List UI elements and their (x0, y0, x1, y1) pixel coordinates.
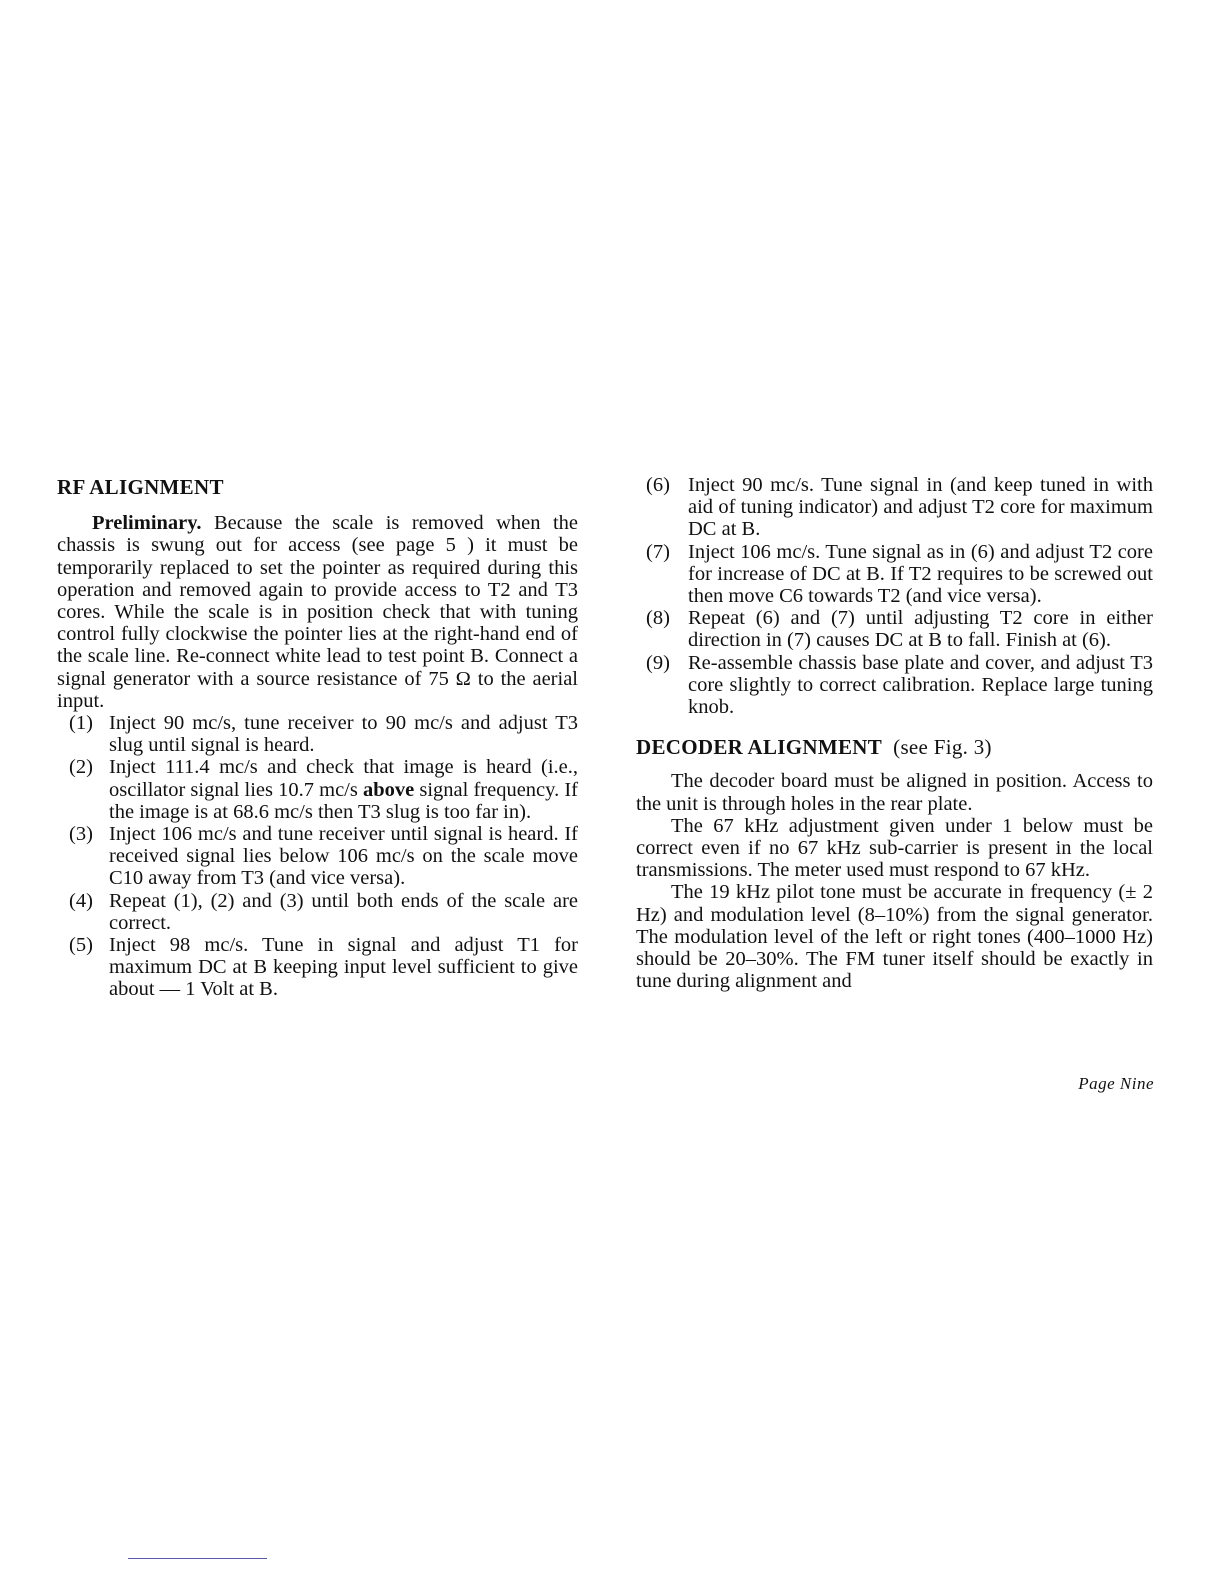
preliminary-body: Because the scale is removed when the chassis is swung out for access (see page 5 ) it must be temporarily replaced to set the pointer as required during this operation and removed again to provide access to T2 and T3 cores. While the scale is in position check that with tuning control fully clockwise the pointer lies at the right-hand end of the scale line. Re-connect white lead to test point B. Connect a signal generator with a source resistance of 75 Ω to the aerial input. (57, 512, 578, 712)
page-number: Page Nine (1078, 1074, 1154, 1093)
footnote-divider (128, 1558, 267, 1559)
step-text: Inject 98 mc/s. Tune in signal and adjust T1 for maximum DC at B keeping input level sufficient to give about — 1 Volt at B. (109, 934, 578, 1001)
step-text: Inject 106 mc/s. Tune signal as in (6) and adjust T2 core for increase of DC at B. If T2 requires to be screwed out then move C6 towards T2 (and vice versa). (688, 540, 1153, 608)
step-text: Repeat (6) and (7) until adjusting T2 core in either direction in (7) causes DC at B to fall. Finish at (6). (688, 607, 1153, 652)
decoder-heading-note: (see Fig. 3) (893, 735, 992, 760)
left-column (57, 468, 578, 1001)
list-item (57, 890, 578, 934)
step-number: (3) (69, 823, 93, 846)
list-item (57, 756, 578, 823)
step-number: (5) (69, 934, 93, 957)
step-text: Repeat (1), (2) and (3) until both ends of the scale are correct. (109, 889, 578, 934)
step-text: Inject 111.4 mc/s and check that image is heard (i.e., oscillator signal lies 10.7 mc/s (109, 756, 578, 801)
rf-steps-continued-list (636, 474, 1153, 718)
preliminary-paragraph (57, 512, 578, 712)
list-item (636, 652, 1153, 719)
rf-steps-list (57, 712, 578, 1001)
list-item (636, 541, 1153, 608)
step-text: Inject 90 mc/s. Tune signal in (and keep tuned in with aid of tuning indicator) and adjust T2 core for maximum DC at B. (688, 474, 1153, 541)
list-item (636, 474, 1153, 541)
decoder-paragraph: The 19 kHz pilot tone must be accurate in frequency (± 2 Hz) and modulation level (8–10%) from the signal generator. The modulation level of the left or right tones (400–1000 Hz) should be 20–30%. The FM tuner itself should be exactly in tune during alignment and (636, 881, 1153, 993)
decoder-paragraph: The 67 kHz adjustment given under 1 below must be correct even if no 67 kHz sub-carrier is present in the local transmissions. The meter used must respond to 67 kHz. (636, 814, 1153, 882)
step-number: (9) (646, 651, 670, 674)
step-number: (8) (646, 607, 670, 630)
decoder-alignment-heading (636, 736, 1153, 758)
step-text: Inject 90 mc/s, tune receiver to 90 mc/s and adjust T3 slug until signal is heard. (109, 712, 578, 757)
step-number: (7) (646, 540, 670, 563)
list-item (57, 712, 578, 756)
right-column (636, 474, 1153, 992)
rf-alignment-heading: RF ALIGNMENT (57, 475, 224, 499)
list-item (57, 934, 578, 1001)
step-number: (1) (69, 712, 93, 735)
step-text: Inject 106 mc/s and tune receiver until signal is heard. If received signal lies below 106 mc/s on the scale move C10 away from T3 (and vice versa). (109, 823, 578, 890)
step-text: signal frequency. If the image is at 68.6 mc/s then T3 slug is too far in). (109, 778, 578, 823)
decoder-paragraph: The decoder board must be aligned in position. Access to the unit is through holes in the rear plate. (636, 770, 1153, 815)
step-number: (6) (646, 474, 670, 496)
step-emphasis: above (362, 778, 415, 801)
decoder-heading-text: DECODER ALIGNMENT (636, 735, 883, 760)
list-item (636, 607, 1153, 651)
step-number: (2) (69, 756, 93, 779)
preliminary-lead: Preliminary. (92, 512, 202, 535)
step-number: (4) (69, 889, 93, 912)
step-text: Re-assemble chassis base plate and cover, and adjust T3 core slightly to correct calibration. Replace large tuning knob. (688, 651, 1153, 719)
list-item (57, 823, 578, 890)
